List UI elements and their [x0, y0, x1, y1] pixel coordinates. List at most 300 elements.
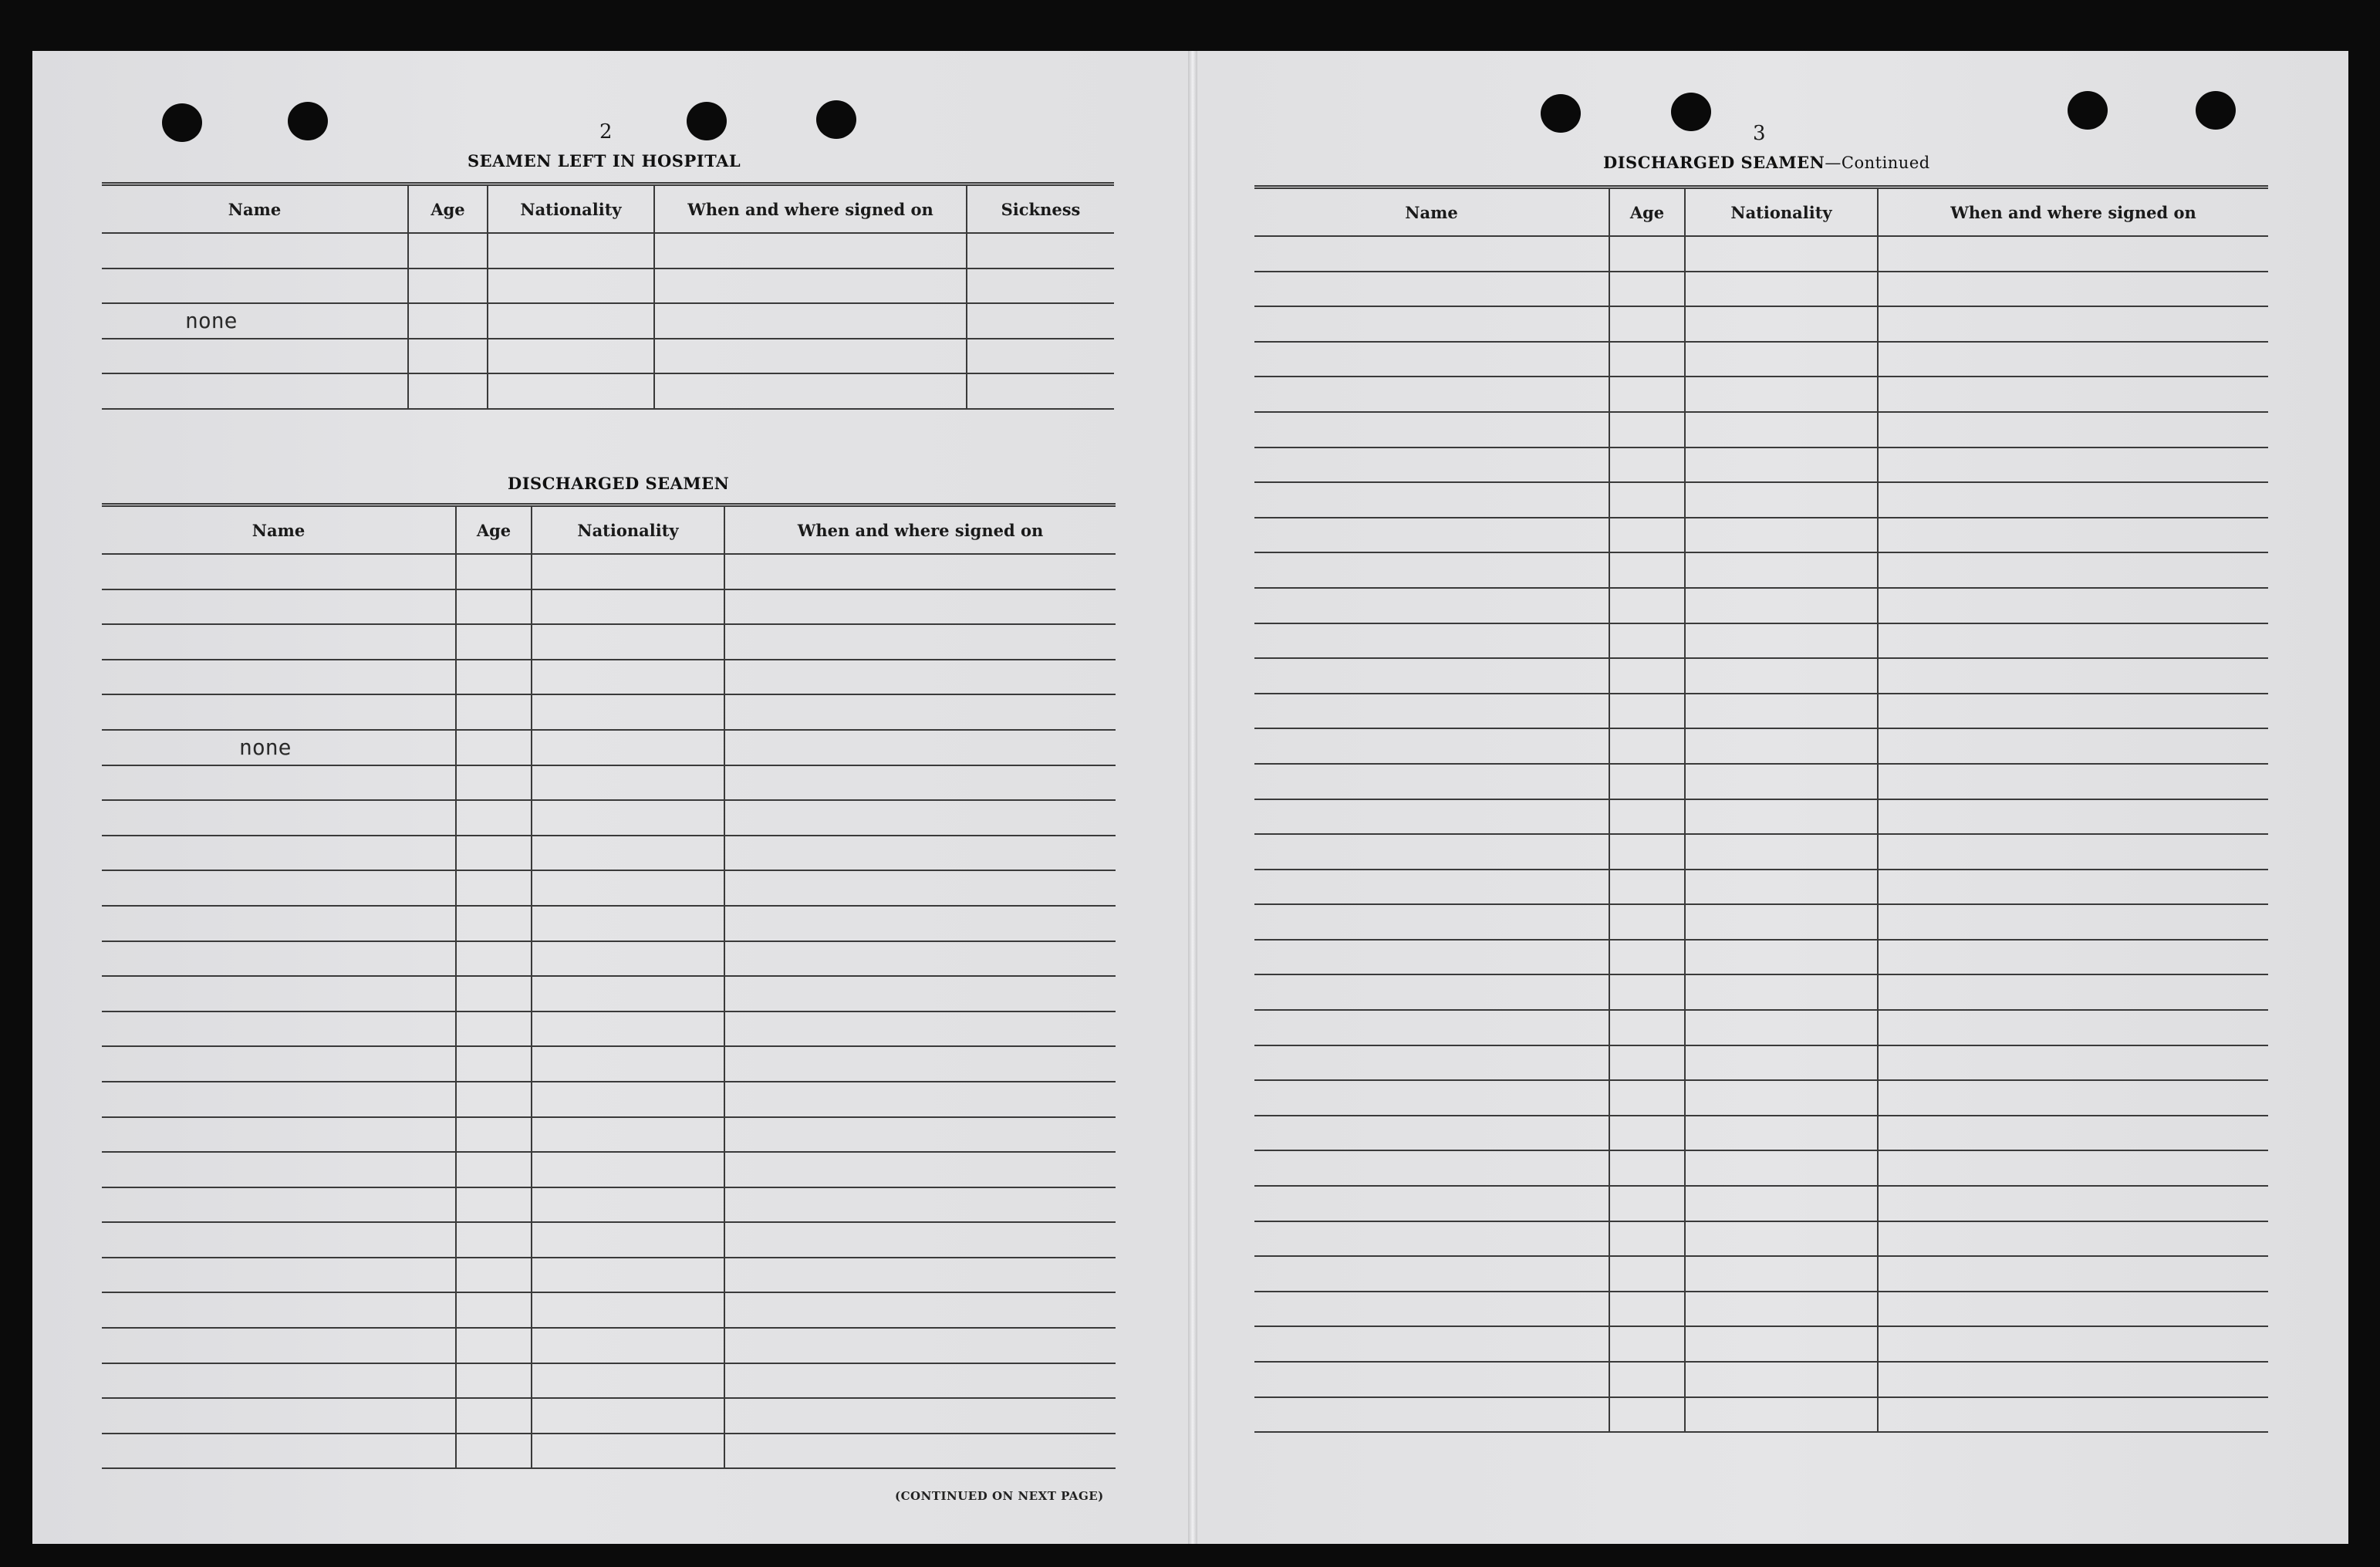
table-row: [1254, 1221, 2268, 1257]
discharged-section-title: DISCHARGED SEAMEN: [508, 474, 730, 493]
table-cell: [1878, 1362, 2268, 1397]
table-cell: [724, 1152, 1116, 1187]
table-cell: [1609, 974, 1685, 1010]
table-row: [102, 836, 1116, 871]
table-row: [102, 589, 1116, 625]
table-cell: [1609, 1186, 1685, 1221]
table-cell: [724, 1398, 1116, 1434]
table-cell: [1254, 272, 1609, 307]
table-cell: [1609, 1010, 1685, 1045]
table-row: [1254, 1116, 2268, 1151]
table-cell: [1254, 974, 1609, 1010]
table-cell: [1609, 728, 1685, 764]
table-cell: [1685, 377, 1878, 412]
table-cell: [456, 906, 532, 941]
table-cell: [1254, 904, 1609, 940]
table-cell: [1254, 377, 1609, 412]
table-cell: [1685, 1326, 1878, 1362]
table-cell: [102, 589, 456, 625]
table-row: [102, 660, 1116, 695]
table-row: [102, 1011, 1116, 1047]
table-row: [1254, 588, 2268, 623]
table-cell: [1878, 904, 2268, 940]
table-cell: [1878, 1080, 2268, 1116]
table-row: [1254, 1186, 2268, 1221]
table-row: [1254, 658, 2268, 694]
table-row: [102, 268, 1114, 304]
table-cell: [456, 941, 532, 977]
table-cell: [532, 1398, 724, 1434]
table-row: [102, 765, 1116, 801]
table-row: [102, 1434, 1116, 1469]
table-row: [102, 1222, 1116, 1258]
table-cell: [1685, 799, 1878, 835]
table-cell: [456, 589, 532, 625]
table-row: [1254, 1010, 2268, 1045]
table-cell: [532, 1328, 724, 1363]
table-cell: [1685, 623, 1878, 659]
table-cell: [456, 1398, 532, 1434]
table-cell: [1878, 764, 2268, 799]
table-cell: [1685, 518, 1878, 553]
table-cell: [1685, 588, 1878, 623]
table-cell: [1685, 552, 1878, 588]
table-cell: [724, 1082, 1116, 1117]
table-cell: [488, 233, 654, 268]
table-row: [1254, 1150, 2268, 1186]
table-cell: [1878, 1326, 2268, 1362]
table-cell: [532, 1434, 724, 1469]
table-row: [1254, 518, 2268, 553]
table-cell: [102, 1434, 456, 1469]
table-row: [1254, 377, 2268, 412]
discharged-continued-title-main: DISCHARGED SEAMEN: [1603, 153, 1825, 172]
table-cell: [1609, 1397, 1685, 1433]
column-header: When and where signed on: [654, 184, 967, 234]
table-cell: [967, 268, 1114, 304]
table-cell: [1254, 799, 1609, 835]
table-cell: [1254, 870, 1609, 905]
table-cell: [1609, 272, 1685, 307]
table-cell: [1685, 1292, 1878, 1327]
table-cell: [1254, 1116, 1609, 1151]
table-cell: [1685, 1045, 1878, 1081]
table-row: [102, 976, 1116, 1011]
table-cell: [1254, 1045, 1609, 1081]
table-cell: [532, 1046, 724, 1082]
table-cell: [456, 1152, 532, 1187]
table-row: [1254, 236, 2268, 272]
table-row: [102, 1082, 1116, 1117]
table-cell: [724, 1187, 1116, 1223]
table-cell: [1609, 834, 1685, 870]
table-cell: [1878, 1397, 2268, 1433]
table-cell: [724, 836, 1116, 871]
table-cell: [1878, 447, 2268, 483]
table-row: [102, 1398, 1116, 1434]
table-cell: [724, 870, 1116, 906]
table-cell: [1878, 974, 2268, 1010]
table-row: [1254, 974, 2268, 1010]
table-cell: [102, 694, 456, 730]
page-number-left: 2: [599, 120, 613, 144]
table-cell: [102, 1363, 456, 1399]
table-cell: [102, 1011, 456, 1047]
discharged-continued-title: [1603, 153, 1930, 172]
table-cell: [1254, 412, 1609, 447]
table-cell: [724, 1363, 1116, 1399]
table-row: [102, 694, 1116, 730]
table-cell: [1254, 482, 1609, 518]
table-cell: [532, 1187, 724, 1223]
table-cell: [102, 1328, 456, 1363]
table-cell: [1878, 623, 2268, 659]
table-cell: [102, 1222, 456, 1258]
table-cell: [1254, 658, 1609, 694]
table-cell: [1254, 764, 1609, 799]
table-cell: [1685, 974, 1878, 1010]
table-row: [1254, 834, 2268, 870]
table-cell: [1254, 728, 1609, 764]
table-cell: [532, 1363, 724, 1399]
column-header: Sickness: [967, 184, 1114, 234]
table-cell: [456, 1011, 532, 1047]
table-cell: [1254, 306, 1609, 342]
table-cell: [1685, 834, 1878, 870]
table-row: [102, 941, 1116, 977]
table-cell: [102, 836, 456, 871]
table-cell: [1609, 518, 1685, 553]
column-header: Nationality: [488, 184, 654, 234]
table-cell: [1254, 1256, 1609, 1292]
table-cell: [456, 1434, 532, 1469]
column-header: Age: [1609, 187, 1685, 237]
table-cell: [1254, 1221, 1609, 1257]
table-cell: [102, 1046, 456, 1082]
column-header: Nationality: [532, 505, 724, 555]
table-row: [1254, 482, 2268, 518]
table-cell: [724, 694, 1116, 730]
table-row: [1254, 1256, 2268, 1292]
table-cell: [724, 976, 1116, 1011]
table-cell: [1254, 1397, 1609, 1433]
table-row: [102, 800, 1116, 836]
table-cell: [1685, 306, 1878, 342]
table-cell: [654, 303, 967, 339]
table-cell: [1878, 799, 2268, 835]
table-cell: [1609, 1326, 1685, 1362]
table-cell: [967, 233, 1114, 268]
table-cell: [1609, 799, 1685, 835]
table-cell: [456, 1117, 532, 1153]
table-cell: [1609, 552, 1685, 588]
table-cell: [1685, 694, 1878, 729]
table-cell: [488, 373, 654, 409]
column-header: Name: [102, 184, 408, 234]
table-cell: [532, 800, 724, 836]
table-cell: [1878, 870, 2268, 905]
table-cell: [1685, 447, 1878, 483]
table-cell: [1685, 1116, 1878, 1151]
table-cell: [1609, 1221, 1685, 1257]
table-cell: [724, 1011, 1116, 1047]
punch-hole: [816, 100, 856, 139]
column-header: When and where signed on: [724, 505, 1116, 555]
table-cell: [456, 1222, 532, 1258]
table-row: [102, 1152, 1116, 1187]
table-cell: [724, 730, 1116, 765]
page-number-right: 3: [1753, 122, 1766, 145]
table-cell: [1685, 728, 1878, 764]
table-cell: [1609, 658, 1685, 694]
table-cell: [456, 800, 532, 836]
table-cell: [1878, 518, 2268, 553]
table-cell: [1254, 1150, 1609, 1186]
table-cell: [724, 624, 1116, 660]
table-row: [102, 339, 1114, 374]
table-cell: [1878, 377, 2268, 412]
table-cell: [532, 730, 724, 765]
punch-hole: [2068, 91, 2108, 130]
table-cell: [102, 870, 456, 906]
table-cell: [1878, 834, 2268, 870]
table-cell: [724, 906, 1116, 941]
punch-hole: [288, 102, 328, 140]
table-cell: [1609, 940, 1685, 975]
table-row: [102, 730, 1116, 765]
table-cell: [408, 373, 488, 409]
table-cell: [1878, 1150, 2268, 1186]
table-cell: [1878, 728, 2268, 764]
table-row: [102, 373, 1114, 409]
table-cell: [1609, 412, 1685, 447]
table-row: [1254, 1292, 2268, 1327]
table-cell: [1254, 552, 1609, 588]
table-row: [1254, 1326, 2268, 1362]
table-row: [102, 1258, 1116, 1293]
table-row: [102, 1328, 1116, 1363]
table-cell: [408, 303, 488, 339]
table-cell: [102, 233, 408, 268]
table-cell: [1878, 694, 2268, 729]
column-header: Name: [1254, 187, 1609, 237]
table-cell: [102, 1152, 456, 1187]
table-cell: [1878, 1010, 2268, 1045]
column-header: Nationality: [1685, 187, 1878, 237]
table-cell: [532, 1082, 724, 1117]
table-cell: [102, 976, 456, 1011]
table-cell: [102, 554, 456, 589]
table-cell: [532, 554, 724, 589]
table-cell: [1609, 1292, 1685, 1327]
table-row: [1254, 799, 2268, 835]
table-cell: [1878, 552, 2268, 588]
table-row: [1254, 728, 2268, 764]
table-cell: [532, 941, 724, 977]
column-header: Age: [456, 505, 532, 555]
table-cell: [102, 339, 408, 374]
table-row: [102, 624, 1116, 660]
table-cell: [1685, 1221, 1878, 1257]
table-row: [1254, 272, 2268, 307]
table-cell: [1685, 482, 1878, 518]
table-cell: [1609, 1045, 1685, 1081]
table-cell: [532, 836, 724, 871]
table-cell: none: [102, 730, 456, 765]
table-cell: [1878, 272, 2268, 307]
table-cell: [1685, 272, 1878, 307]
table-cell: [532, 589, 724, 625]
table-cell: [1685, 904, 1878, 940]
table-cell: [102, 800, 456, 836]
table-cell: [1685, 236, 1878, 272]
punch-hole: [162, 103, 202, 142]
continued-note: (CONTINUED ON NEXT PAGE): [895, 1489, 1104, 1503]
table-cell: [102, 1082, 456, 1117]
table-cell: [1878, 412, 2268, 447]
table-cell: [1609, 342, 1685, 377]
column-header: Name: [102, 505, 456, 555]
table-cell: [456, 1328, 532, 1363]
table-cell: [1609, 1080, 1685, 1116]
table-cell: [532, 1258, 724, 1293]
table-cell: [456, 976, 532, 1011]
table-cell: [724, 765, 1116, 801]
table-cell: [1878, 940, 2268, 975]
table-cell: [1609, 306, 1685, 342]
table-cell: [102, 1187, 456, 1223]
column-header: When and where signed on: [1878, 187, 2268, 237]
table-row: [102, 1363, 1116, 1399]
table-cell: [654, 233, 967, 268]
table-cell: [654, 339, 967, 374]
table-cell: [408, 268, 488, 304]
table-cell: [102, 1292, 456, 1328]
table-row: [1254, 1080, 2268, 1116]
table-row: [1254, 447, 2268, 483]
table-row: [102, 1046, 1116, 1082]
table-cell: [1254, 588, 1609, 623]
table-cell: [102, 765, 456, 801]
table-cell: [1685, 1362, 1878, 1397]
table-cell: [1685, 1256, 1878, 1292]
column-header: Age: [408, 184, 488, 234]
table-row: [102, 1187, 1116, 1223]
table-cell: [1878, 1256, 2268, 1292]
table-cell: [1254, 940, 1609, 975]
table-cell: [456, 730, 532, 765]
table-row: [102, 303, 1114, 339]
table-cell: [102, 1258, 456, 1293]
table-cell: [654, 373, 967, 409]
table-cell: [1254, 236, 1609, 272]
punch-hole: [1671, 93, 1711, 131]
table-cell: [456, 1258, 532, 1293]
table-cell: [456, 660, 532, 695]
table-cell: [532, 870, 724, 906]
table-cell: [1685, 1150, 1878, 1186]
table-cell: [532, 906, 724, 941]
table-row: [102, 906, 1116, 941]
punch-hole: [687, 102, 727, 140]
table-row: [1254, 306, 2268, 342]
table-cell: [1609, 1362, 1685, 1397]
page-gutter: [1188, 51, 1197, 1544]
table-cell: [102, 1117, 456, 1153]
table-cell: [967, 373, 1114, 409]
table-row: [1254, 342, 2268, 377]
table-cell: [456, 870, 532, 906]
table-cell: [456, 1082, 532, 1117]
table-cell: [532, 694, 724, 730]
table-row: [102, 870, 1116, 906]
table-cell: [1254, 694, 1609, 729]
table-cell: [724, 800, 1116, 836]
table-cell: [1254, 1292, 1609, 1327]
table-cell: [456, 624, 532, 660]
table-cell: [967, 303, 1114, 339]
table-cell: [1685, 1397, 1878, 1433]
table-cell: [1878, 1292, 2268, 1327]
table-row: [102, 233, 1114, 268]
table-row: [1254, 1045, 2268, 1081]
table-cell: [654, 268, 967, 304]
table-cell: [724, 660, 1116, 695]
table-cell: [724, 941, 1116, 977]
table-cell: [1609, 1116, 1685, 1151]
table-cell: [532, 976, 724, 1011]
punch-hole: [2196, 91, 2236, 130]
table-cell: [1609, 904, 1685, 940]
discharged-continued-table: [1254, 185, 2268, 1433]
table-cell: [724, 1117, 1116, 1153]
table-cell: [532, 1222, 724, 1258]
table-cell: [967, 339, 1114, 374]
table-cell: [1254, 1080, 1609, 1116]
table-cell: [1878, 342, 2268, 377]
table-row: [1254, 904, 2268, 940]
table-cell: [1685, 412, 1878, 447]
table-row: [1254, 870, 2268, 905]
table-row: [102, 554, 1116, 589]
table-cell: [724, 1046, 1116, 1082]
table-cell: [1254, 1362, 1609, 1397]
table-cell: [724, 1292, 1116, 1328]
table-cell: [1254, 1326, 1609, 1362]
table-cell: [1254, 623, 1609, 659]
table-row: [1254, 694, 2268, 729]
table-cell: [532, 1152, 724, 1187]
table-row: [102, 1292, 1116, 1328]
table-cell: [456, 554, 532, 589]
table-row: [1254, 1397, 2268, 1433]
table-cell: [1609, 623, 1685, 659]
table-cell: [456, 1187, 532, 1223]
table-cell: [102, 373, 408, 409]
table-cell: [1878, 1186, 2268, 1221]
table-cell: [1254, 447, 1609, 483]
table-cell: [102, 1398, 456, 1434]
continued-suffix: —Continued: [1825, 154, 1930, 172]
table-cell: [724, 1258, 1116, 1293]
table-cell: [456, 694, 532, 730]
discharged-table: [102, 503, 1116, 1469]
table-cell: [456, 765, 532, 801]
table-cell: [1685, 940, 1878, 975]
table-cell: [102, 268, 408, 304]
table-cell: [102, 906, 456, 941]
table-cell: [724, 554, 1116, 589]
